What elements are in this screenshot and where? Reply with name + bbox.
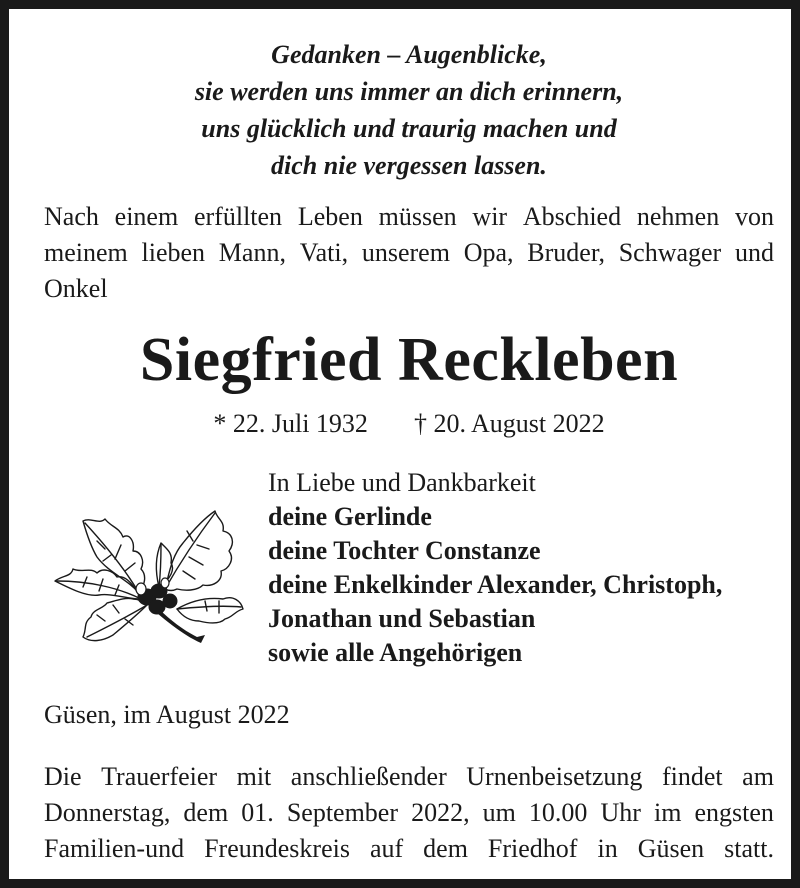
notice-line: [44, 831, 774, 867]
word: statt.: [724, 834, 774, 863]
word: wir: [472, 202, 508, 231]
word: 01.: [241, 798, 274, 827]
poem-line: dich nie vergessen lassen.: [271, 151, 547, 180]
word: dem: [183, 798, 229, 827]
word: lieben: [141, 238, 206, 267]
word: in: [597, 834, 618, 863]
word: mit: [236, 762, 272, 791]
funeral-notice: [44, 759, 774, 867]
word: auf: [369, 834, 404, 863]
word: im: [653, 798, 682, 827]
poem-line: uns glücklich und traurig machen und: [201, 114, 617, 143]
word: unserem: [361, 238, 450, 267]
oak-leaves-with-acorns-icon: [47, 497, 247, 647]
word: Bruder,: [527, 238, 605, 267]
word: Schwager: [618, 238, 722, 267]
death-date: † 20. August 2022: [413, 409, 605, 438]
word: Nach: [44, 202, 99, 231]
birth-date: * 22. Juli 1932: [213, 409, 368, 438]
word: September: [286, 798, 398, 827]
word: am: [742, 762, 774, 791]
word: Die: [44, 762, 82, 791]
word: Urnenbeisetzung: [466, 762, 643, 791]
word: dem: [423, 834, 468, 863]
word: von: [735, 202, 774, 231]
word: Freundeskreis: [204, 834, 350, 863]
word: Abschied: [522, 202, 622, 231]
word: Familien-und: [44, 834, 185, 863]
word: um: [482, 798, 516, 827]
word: erfüllten: [193, 202, 283, 231]
signer-line: deine Tochter Constanze: [268, 536, 541, 565]
signer-line: Jonathan und Sebastian: [268, 604, 536, 633]
word: Friedhof: [487, 834, 578, 863]
announcement-line: Onkel: [44, 274, 108, 303]
signer-line: deine Gerlinde: [268, 502, 432, 531]
deceased-name: Siegfried Reckleben: [139, 326, 679, 394]
signer-line: sowie alle Angehörigen: [268, 638, 523, 667]
word: 2022,: [411, 798, 470, 827]
word: Opa,: [463, 238, 514, 267]
notice-line: [44, 795, 774, 831]
signers-intro: In Liebe und Dankbarkeit: [268, 468, 536, 497]
word: Güsen: [637, 834, 705, 863]
word: Trauerfeier: [101, 762, 218, 791]
word: findet: [661, 762, 723, 791]
poem-line: Gedanken – Augenblicke,: [271, 40, 547, 69]
word: Mann,: [218, 238, 286, 267]
word: nehmen: [636, 202, 720, 231]
word: engsten: [694, 798, 774, 827]
notice-line: [44, 759, 774, 795]
place-and-date: Güsen, im August 2022: [44, 700, 290, 729]
announcement-line: [44, 235, 774, 271]
word: und: [734, 238, 774, 267]
signer-line: deine Enkelkinder Alexander, Christoph,: [268, 570, 723, 599]
poem-line: sie werden uns immer an dich erinnern,: [194, 77, 624, 106]
word: Vati,: [299, 238, 349, 267]
memorial-poem: [9, 36, 800, 184]
word: meinem: [44, 238, 128, 267]
signers-block: [268, 466, 722, 670]
announcement-text: [44, 199, 774, 307]
word: müssen: [378, 202, 457, 231]
word: einem: [114, 202, 179, 231]
announcement-line: [44, 199, 774, 235]
word: Leben: [297, 202, 363, 231]
word: anschließender: [290, 762, 447, 791]
word: Uhr: [600, 798, 641, 827]
word: Donnerstag,: [44, 798, 171, 827]
word: 10.00: [528, 798, 588, 827]
life-dates: [9, 407, 800, 441]
